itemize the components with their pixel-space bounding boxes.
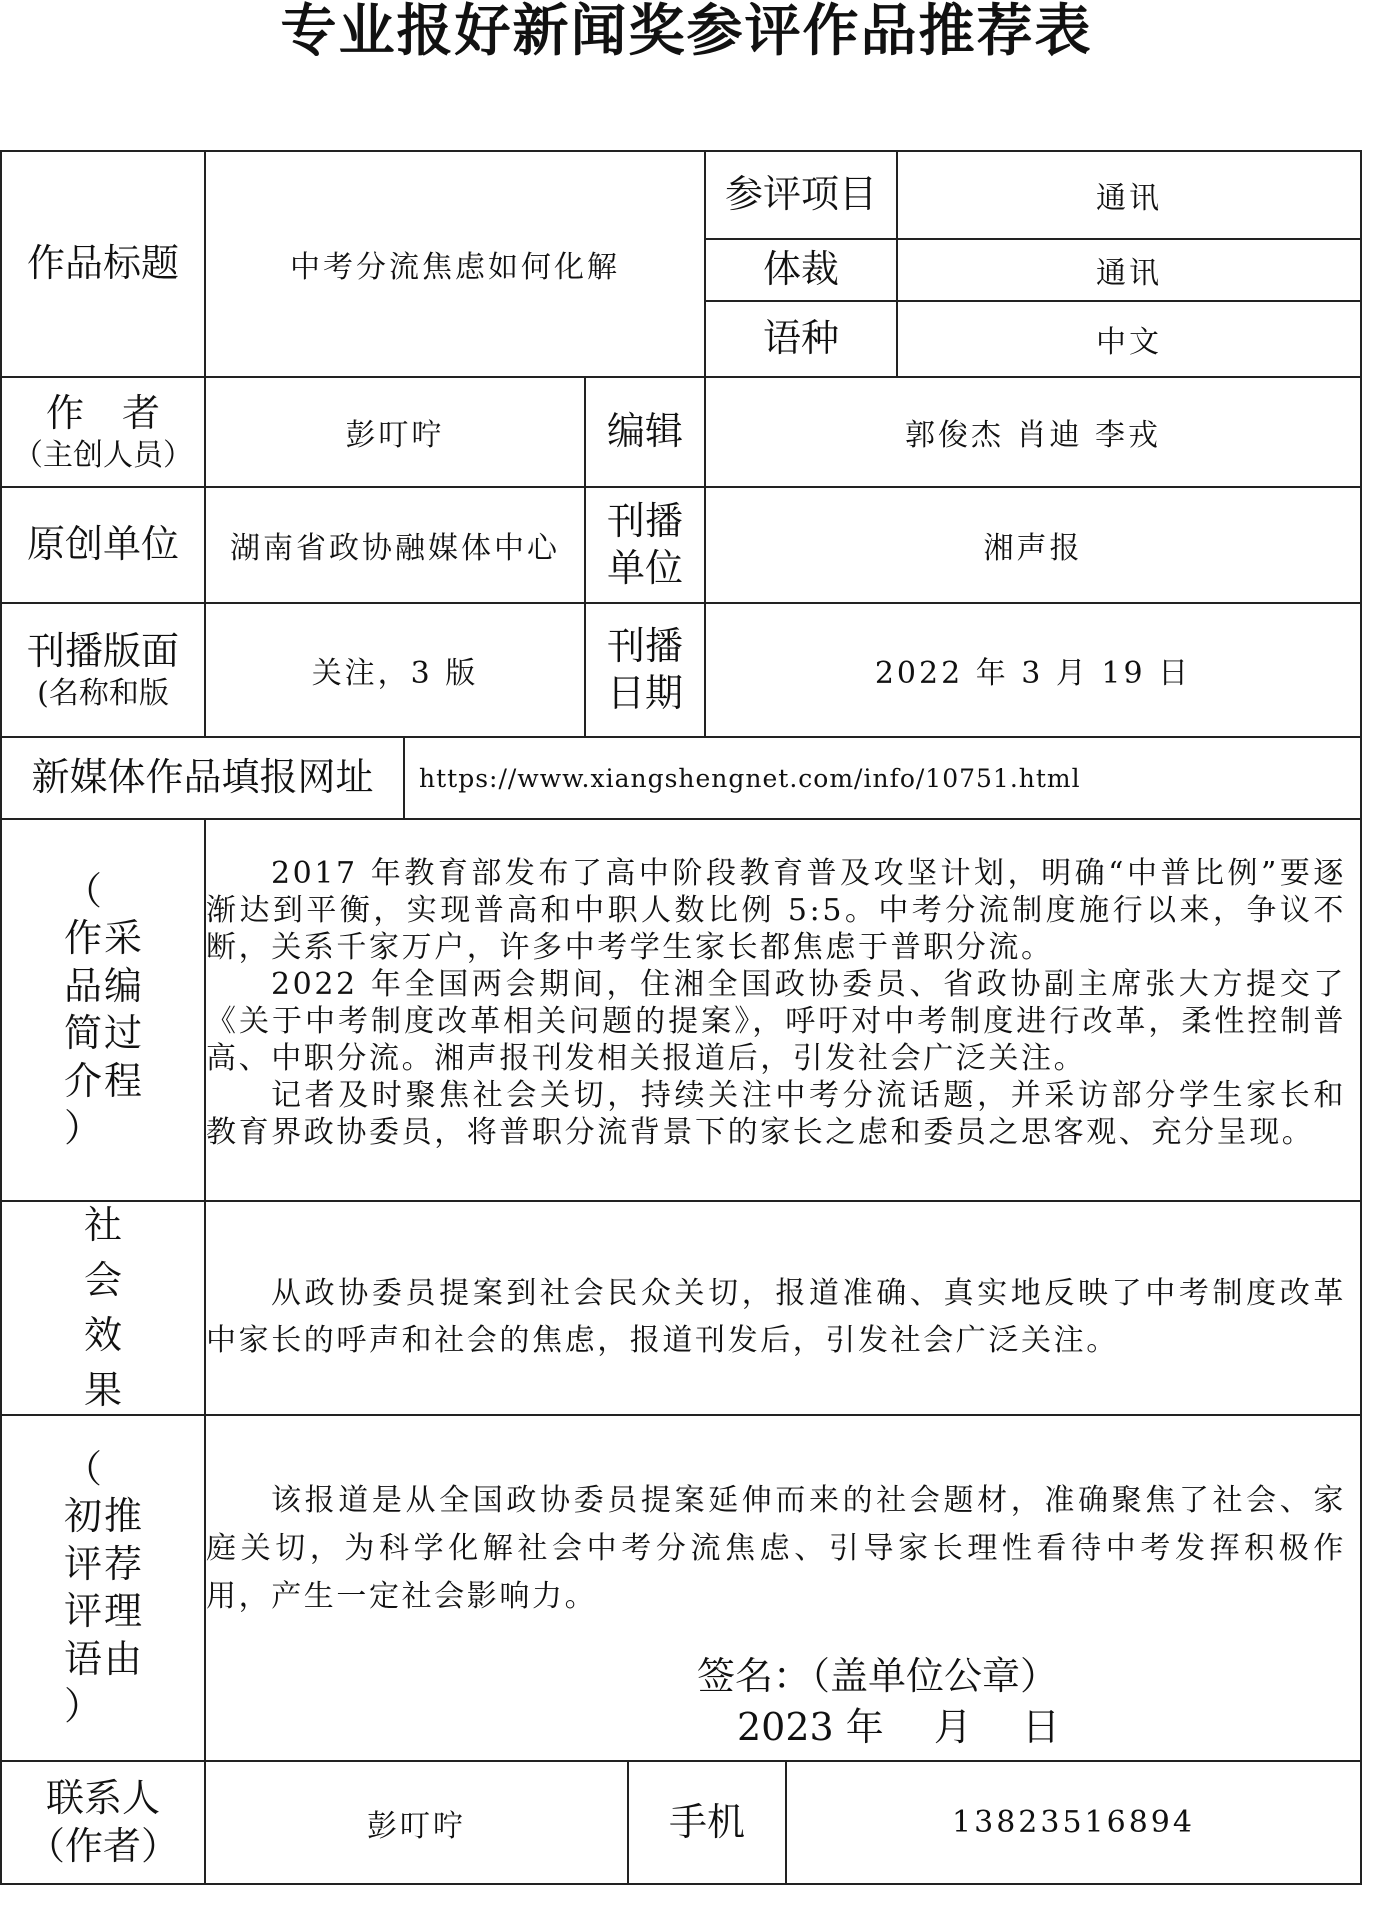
title-value-cell [204, 150, 706, 378]
author-role-label: （主创人员） [13, 438, 193, 473]
page-title: 专业报好新闻奖参评作品推荐表 [280, 0, 1093, 64]
author-value: 彭叮咛 [345, 418, 445, 453]
signature-date: 2023 年 月 日 [737, 1705, 1060, 1749]
intro-label-col2 [104, 915, 142, 1105]
reason-label-char: 语 [63, 1636, 102, 1681]
date-label-line2: 日期 [606, 671, 683, 715]
genre-value-cell [896, 238, 1362, 302]
effect-label-cell [0, 1200, 206, 1416]
effect-label-char: 果 [83, 1368, 122, 1413]
intro-label-char: 品 [63, 963, 102, 1008]
reason-label-char: （ [63, 1446, 102, 1491]
date-label-cell [584, 602, 706, 738]
editor-value: 郭俊杰 肖迪 李戎 [904, 418, 1162, 453]
category-label-cell [704, 150, 898, 240]
reason-label-char: 评 [63, 1589, 102, 1633]
reason-label-char: 初 [63, 1494, 102, 1538]
url-label-cell [0, 736, 405, 820]
author-label-cell [0, 376, 206, 488]
editor-value-cell [704, 376, 1362, 488]
origin-value-cell [204, 486, 586, 604]
category-value-cell [896, 150, 1362, 240]
phone-value-cell [785, 1760, 1362, 1885]
intro-label-cell [0, 818, 206, 1202]
date-value: 2022 年 3 月 19 日 [874, 656, 1192, 691]
intro-label-char: 介 [63, 1058, 102, 1103]
language-value: 中文 [1096, 325, 1162, 360]
page-label-note: (名称和版 [37, 676, 169, 711]
editor-label-cell [584, 376, 706, 488]
intro-label-col1 [64, 868, 102, 1153]
language-value-cell [896, 300, 1362, 378]
reason-label-char: 荐 [104, 1541, 143, 1586]
language-label: 语种 [762, 316, 839, 361]
reason-label-col2 [104, 1493, 142, 1683]
reason-label-char: 由 [104, 1636, 143, 1681]
phone-label: 手机 [668, 1799, 745, 1844]
genre-label: 体裁 [762, 247, 839, 292]
contact-label-cell [0, 1760, 206, 1885]
contact-value: 彭叮咛 [367, 1808, 466, 1844]
language-label-cell [704, 300, 898, 378]
phone-label-cell [627, 1760, 787, 1885]
intro-paragraph: 2022 年全国两会期间，住湘全国政协委员、省政协副主席张大方提交了《关于中考制度改革相关问题的提案》，呼吁对中考制度进行改革，柔性控制普高、中职分流。湘声报刊发相关报道后，引发社会广泛关注。 [206, 967, 1346, 1076]
reason-text: 该报道是从全国政协委员提案延伸而来的社会题材，准确聚焦了社会、家庭关切，为科学化解社会中考分流焦虑、引导家长理性看待中考发挥积极作用，产生一定社会影响力。 [206, 1483, 1346, 1614]
publisher-value-cell [704, 486, 1362, 604]
origin-label-cell [0, 486, 206, 604]
contact-label: 联系人 [45, 1776, 160, 1820]
signature-line: 签名：（盖单位公章） [697, 1654, 1059, 1698]
intro-label-char: 采 [104, 916, 143, 960]
contact-value-cell [204, 1760, 629, 1885]
reason-label-char: 推 [104, 1494, 143, 1538]
origin-value: 湖南省政协融媒体中心 [230, 531, 560, 566]
genre-label-cell [704, 238, 898, 302]
effect-label-char: 会 [83, 1257, 122, 1302]
page-label-cell [0, 602, 206, 738]
intro-paragraph: 记者及时聚焦社会关切，持续关注中考分流话题，并采访部分学生家长和教育界政协委员，将普职分流背景下的家长之虑和委员之思客观、充分呈现。 [206, 1078, 1346, 1150]
page-value: 关注，3 版 [311, 656, 479, 691]
intro-label-char: （ [63, 868, 102, 913]
reason-label-char: 理 [104, 1589, 143, 1633]
publisher-label-line2: 单位 [606, 546, 683, 590]
url-label: 新媒体作品填报网址 [31, 755, 374, 800]
intro-paragraph: 2017 年教育部发布了高中阶段教育普及攻坚计划，明确“中普比例”要逐渐达到平衡，实现普高和中职人数比例 5:5。中考分流制度施行以来，争议不断，关系千家万户，许多中考学生家长都焦虑于普职分流。 [206, 856, 1346, 965]
publisher-label-line1: 刊播 [606, 498, 683, 543]
page-label: 刊播版面 [26, 628, 179, 673]
reason-label-cell [0, 1414, 206, 1762]
intro-label-char: 编 [104, 963, 143, 1008]
phone-value: 13823516894 [952, 1805, 1195, 1840]
url-value-cell [403, 736, 1362, 820]
intro-label-char: 作 [63, 916, 102, 960]
title-label: 作品标题 [26, 241, 179, 286]
date-label-line1: 刊播 [606, 623, 683, 668]
reason-label-col1 [64, 1446, 102, 1731]
reason-label-char: 评 [63, 1541, 102, 1586]
category-value: 通讯 [1096, 181, 1162, 216]
title-value: 中考分流焦虑如何化解 [290, 250, 620, 285]
page-value-cell [204, 602, 586, 738]
author-label: 作 者 [45, 390, 160, 435]
reason-label-char: ） [63, 1684, 102, 1728]
genre-value: 通讯 [1096, 256, 1162, 291]
title-label-cell [0, 150, 206, 378]
date-value-cell [704, 602, 1362, 738]
url-value[interactable]: https://www.xiangshengnet.com/info/10751.html [419, 763, 1081, 793]
effect-text: 从政协委员提案到社会民众关切，报道准确、真实地反映了中考制度改革中家长的呼声和社会的焦虑，报道刊发后，引发社会广泛关注。 [206, 1276, 1346, 1358]
author-value-cell [204, 376, 586, 488]
origin-label: 原创单位 [26, 522, 179, 567]
intro-label-char: ） [63, 1106, 102, 1150]
effect-label [84, 1198, 122, 1418]
effect-label-char: 效 [83, 1313, 122, 1357]
contact-role-label: （作者） [26, 1823, 179, 1868]
intro-label-char: 简 [63, 1011, 102, 1055]
intro-label-char: 程 [104, 1058, 143, 1103]
publisher-label-cell [584, 486, 706, 604]
editor-label: 编辑 [606, 409, 683, 454]
publisher-value: 湘声报 [983, 531, 1083, 566]
intro-label-char: 过 [104, 1011, 143, 1055]
effect-label-char: 社 [83, 1202, 122, 1247]
category-label: 参评项目 [724, 172, 877, 217]
